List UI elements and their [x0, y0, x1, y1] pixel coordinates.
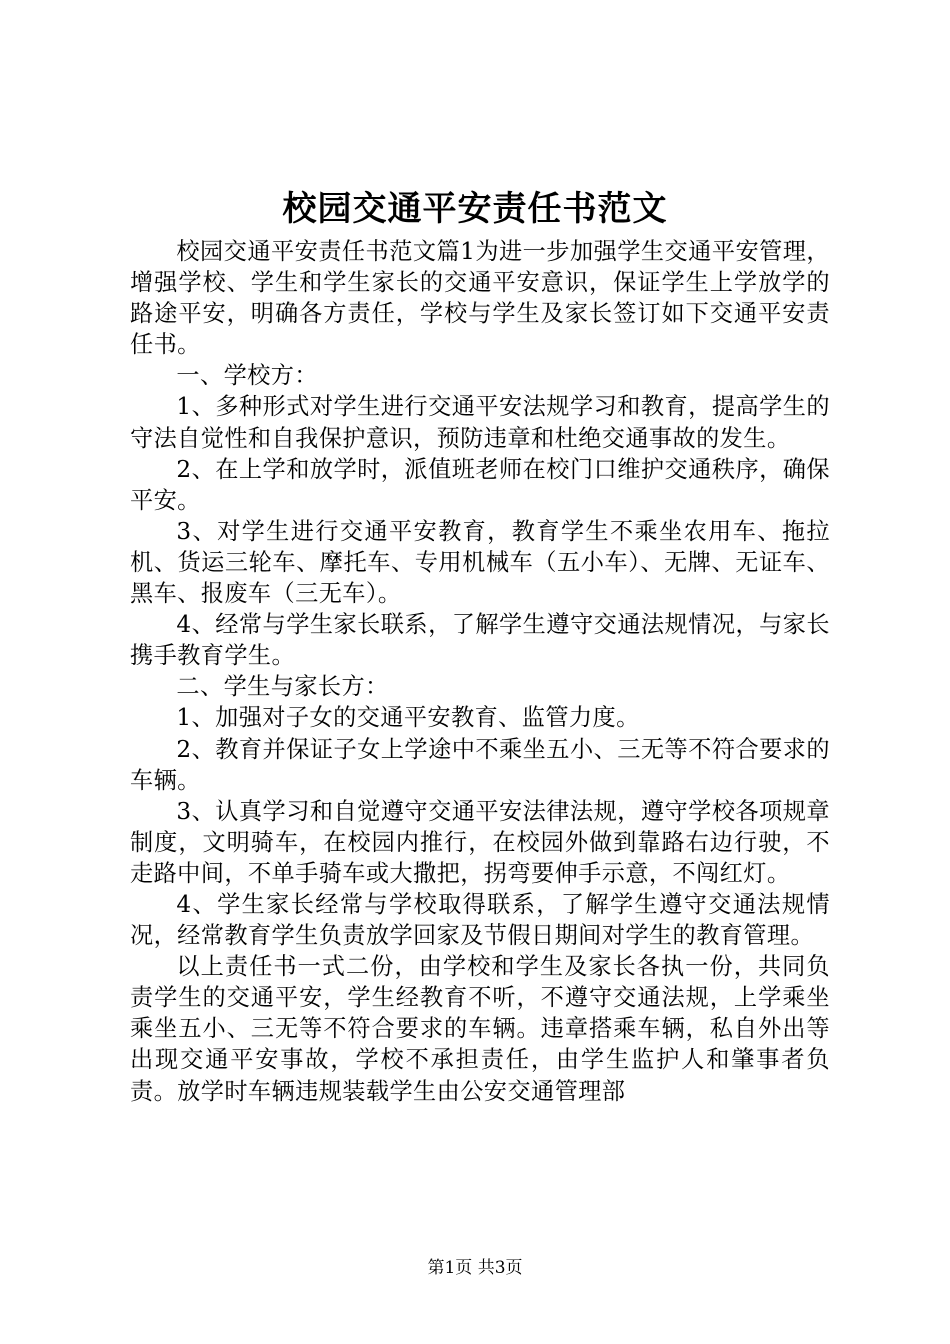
- paragraph-parent-item-4: 4、学生家长经常与学校取得联系，了解学生遵守交通法规情况，经常教育学生负责放学回家及节假日期间对学生的教育管理。: [130, 890, 830, 950]
- paragraph-closing: 以上责任书一式二份，由学校和学生及家长各执一份，共同负责学生的交通平安，学生经教育不听，不遵守交通法规，上学乘坐乘坐五小、三无等不符合要求的车辆。违章搭乘车辆，私自外出等出现交通平安事故，学校不承担责任，由学生监护人和肇事者负责。放学时车辆违规装载学生由公安交通管理部: [130, 953, 830, 1105]
- paragraph-school-item-2: 2、在上学和放学时，派值班老师在校门口维护交通秩序，确保平安。: [130, 455, 830, 514]
- paragraph-parent-item-1: 1、加强对子女的交通平安教育、监管力度。: [176, 704, 640, 732]
- paragraph-school-item-1: 1、多种形式对学生进行交通平安法规学习和教育，提高学生的守法自觉性和自我保护意识，预防违章和杜绝交通事故的发生。: [130, 393, 830, 452]
- paragraph-intro: 校园交通平安责任书范文篇1为进一步加强学生交通平安管理，增强学校、学生和学生家长的交通平安意识，保证学生上学放学的路途平安，明确各方责任，学校与学生及家长签订如下交通平安责任书。: [130, 238, 830, 359]
- page-footer: 第1页 共3页: [427, 1258, 523, 1278]
- paragraph-school-item-3: 3、对学生进行交通平安教育，教育学生不乘坐农用车、拖拉机、货运三轮车、摩托车、专用机械车（五小车）、无牌、无证车、黑车、报废车（三无车）。: [130, 517, 830, 608]
- section-heading-students-parents: 二、学生与家长方：: [176, 673, 389, 701]
- section-heading-school: 一、学校方：: [176, 362, 318, 390]
- paragraph-school-item-4: 4、经常与学生家长联系，了解学生遵守交通法规情况，与家长携手教育学生。: [130, 611, 830, 670]
- paragraph-parent-item-2: 2、教育并保证子女上学途中不乘坐五小、三无等不符合要求的车辆。: [130, 735, 830, 794]
- document-body: [130, 236, 830, 1107]
- document-title: 校园交通平安责任书范文: [282, 189, 668, 229]
- paragraph-parent-item-3: 3、认真学习和自觉遵守交通平安法律法规，遵守学校各项规章制度，文明骑车，在校园内推行，在校园外做到靠路右边行驶，不走路中间，不单手骑车或大撒把，拐弯要伸手示意，不闯红灯。: [130, 797, 830, 887]
